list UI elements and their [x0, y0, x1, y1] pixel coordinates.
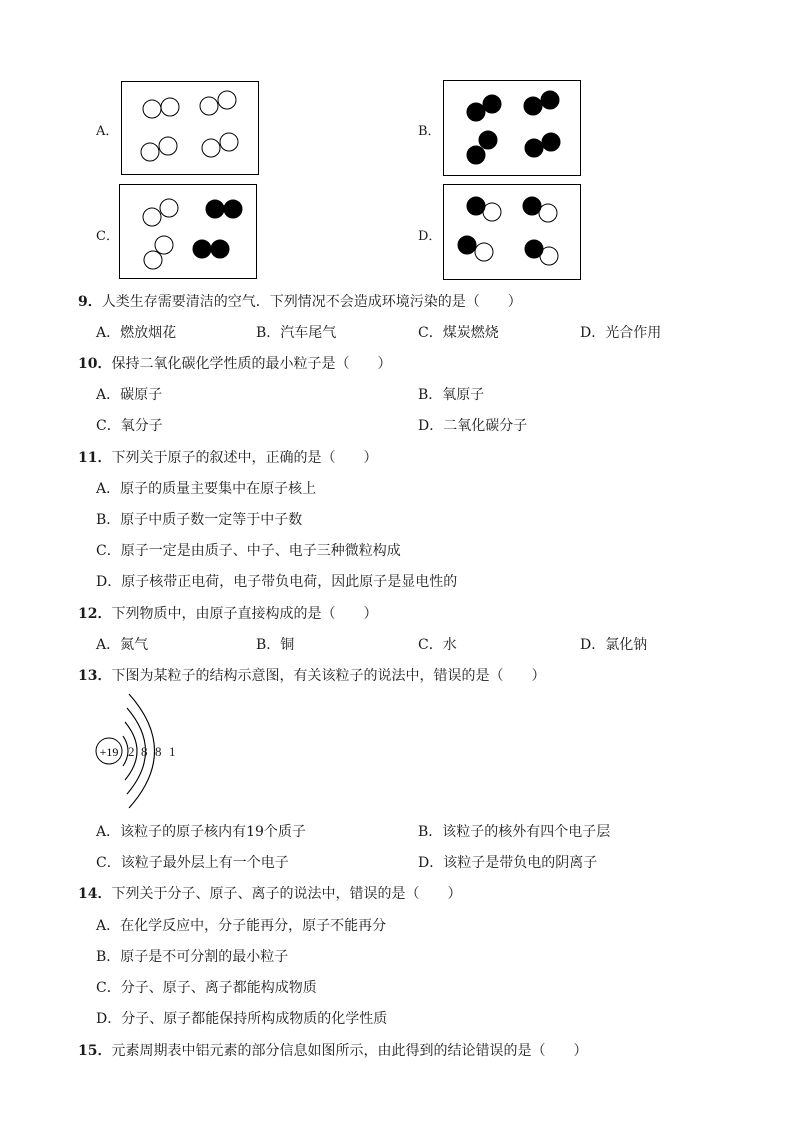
question-13 — [78, 665, 545, 685]
q9-option-c[interactable]: C．煤炭燃烧 — [418, 325, 499, 341]
q9-option-d[interactable]: D．光合作用 — [580, 325, 662, 341]
q14-option-a[interactable]: A．在化学反应中，分子能再分，原子不能再分 — [96, 918, 387, 934]
q14-option-c[interactable]: C．分子、原子、离子都能构成物质 — [96, 980, 317, 996]
question-stem: 保持二氧化碳化学性质的最小粒子是（ ） — [111, 356, 392, 372]
question-10 — [78, 353, 391, 373]
question-stem: 下列物质中，由原子直接构成的是（ ） — [111, 606, 378, 622]
molecule-diagram-a — [122, 82, 260, 176]
question-number: 12． — [78, 606, 112, 622]
q13-option-b[interactable]: B．该粒子的核外有四个电子层 — [418, 824, 611, 840]
q8-option-d-label: D． — [418, 229, 442, 244]
question-stem: 元素周期表中铝元素的部分信息如图所示，由此得到的结论错误的是（ ） — [111, 1043, 588, 1059]
question-number: 10． — [78, 356, 112, 372]
question-9 — [78, 291, 522, 311]
q10-option-b[interactable]: B．氧原子 — [418, 387, 485, 403]
q14-option-b[interactable]: B．原子是不可分割的最小粒子 — [96, 949, 289, 965]
q12-option-b[interactable]: B．铜 — [256, 637, 295, 653]
q12-option-d[interactable]: D．氯化钠 — [580, 637, 648, 653]
question-number: 11． — [78, 450, 112, 466]
q8-option-d-diagram — [443, 184, 581, 280]
q13-option-a[interactable]: A．该粒子的原子核内有19个质子 — [96, 824, 306, 840]
q8-option-b-diagram — [443, 80, 581, 176]
q10-option-d[interactable]: D．二氧化碳分子 — [418, 418, 528, 434]
molecule-diagram-b — [444, 81, 582, 177]
question-15 — [78, 1040, 587, 1060]
q11-option-a[interactable]: A．原子的质量主要集中在原子核上 — [96, 481, 317, 497]
q8-option-a-diagram — [121, 81, 259, 175]
q11-option-d[interactable]: D．原子核带正电荷，电子带负电荷，因此原子是显电性的 — [96, 574, 458, 590]
q13-option-d[interactable]: D．该粒子是带负电的阴离子 — [418, 855, 598, 871]
nucleus-charge: +19 — [99, 745, 119, 759]
q9-option-b[interactable]: B．汽车尾气 — [256, 325, 337, 341]
question-stem: 人类生存需要清洁的空气．下列情况不会造成环境污染的是（ ） — [101, 294, 522, 310]
question-number: 14． — [78, 886, 112, 902]
q11-option-b[interactable]: B．原子中质子数一定等于中子数 — [96, 512, 303, 528]
shell-3-electrons: 8 — [155, 744, 162, 759]
q12-option-a[interactable]: A．氮气 — [96, 637, 149, 653]
question-stem: 下列关于分子、原子、离子的说法中，错误的是（ ） — [111, 886, 462, 902]
atomic-structure-diagram — [92, 690, 192, 810]
shell-1-electrons: 2 — [128, 744, 135, 759]
question-stem: 下图为某粒子的结构示意图，有关该粒子的说法中，错误的是（ ） — [111, 668, 546, 684]
molecule-diagram-c — [120, 185, 258, 280]
question-number: 13． — [78, 668, 112, 684]
question-stem: 下列关于原子的叙述中，正确的是（ ） — [111, 450, 378, 466]
q8-option-c-diagram — [119, 184, 257, 279]
question-number: 15． — [78, 1043, 112, 1059]
q11-option-c[interactable]: C．原子一定是由质子、中子、电子三种微粒构成 — [96, 543, 401, 559]
q13-option-c[interactable]: C．该粒子最外层上有一个电子 — [96, 855, 289, 871]
question-12 — [78, 603, 377, 623]
question-11 — [78, 447, 377, 467]
q8-option-a-label: A． — [96, 124, 119, 139]
q10-option-c[interactable]: C．氧分子 — [96, 418, 163, 434]
question-number: 9． — [78, 294, 102, 310]
molecule-diagram-d — [444, 185, 582, 281]
q12-option-c[interactable]: C．水 — [418, 637, 457, 653]
shell-2-electrons: 8 — [141, 744, 148, 759]
q8-option-b-label: B． — [418, 124, 441, 139]
q10-option-a[interactable]: A．碳原子 — [96, 387, 163, 403]
question-14 — [78, 883, 461, 903]
q8-option-c-label: C． — [96, 229, 119, 244]
shell-4-electrons: 1 — [169, 744, 176, 759]
q9-option-a[interactable]: A．燃放烟花 — [96, 325, 177, 341]
q14-option-d[interactable]: D．分子、原子都能保持所构成物质的化学性质 — [96, 1011, 388, 1027]
